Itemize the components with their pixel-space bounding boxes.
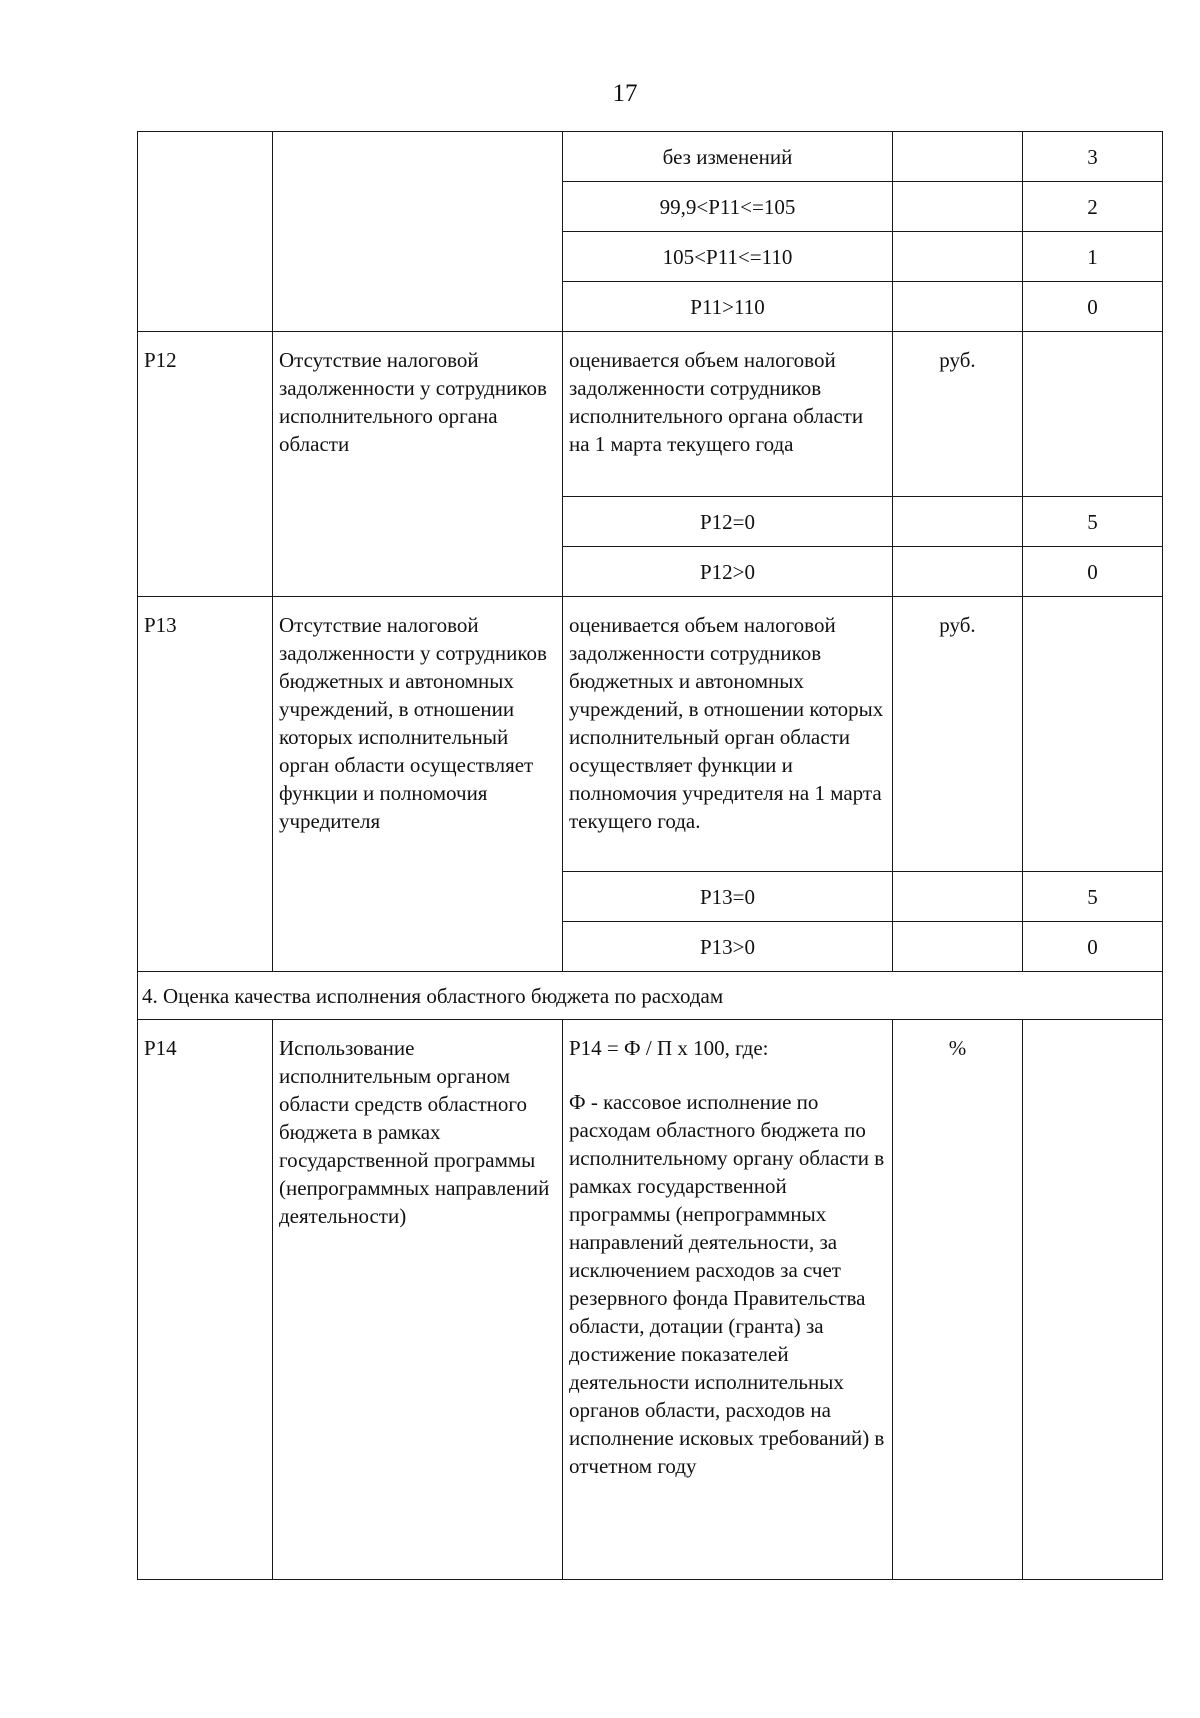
score-cell: 0 xyxy=(1023,922,1163,972)
indicator-name: Отсутствие налоговой задолженности у сотрудников бюджетных и автономных учреждений, в отношении которых исполнительный орган области осуществляет функции и полномочия учредителя xyxy=(273,597,563,972)
score-cell: 5 xyxy=(1023,497,1163,547)
score-cell-empty xyxy=(1023,1020,1163,1580)
unit-cell-empty xyxy=(893,922,1023,972)
unit-cell-empty xyxy=(893,232,1023,282)
condition-cell: P13>0 xyxy=(563,922,893,972)
score-cell: 1 xyxy=(1023,232,1163,282)
condition-cell: P11>110 xyxy=(563,282,893,332)
indicator-unit: руб. xyxy=(893,597,1023,872)
indicator-code: P13 xyxy=(138,597,273,972)
unit-cell-empty xyxy=(893,547,1023,597)
score-cell: 0 xyxy=(1023,547,1163,597)
indicator-unit: % xyxy=(893,1020,1023,1580)
indicator-code: P14 xyxy=(138,1020,273,1580)
table-row xyxy=(138,332,1163,497)
unit-cell-empty xyxy=(893,872,1023,922)
condition-cell: P12=0 xyxy=(563,497,893,547)
section-title: 4. Оценка качества исполнения областного бюджета по расходам xyxy=(138,972,1163,1020)
indicator-formula-detail: Ф - кассовое исполнение по расходам областного бюджета по исполнительному органу области в рамках государственной программы (непрограммных направлений деятельности, за исключением расходов за счет резервного фонда Правительства области, дотации (гранта) за достижение показателей деятельности исполнительных органов области, расходов на исполнение исковых требований) в отчетном году xyxy=(569,1090,885,1478)
indicators-table xyxy=(137,131,1163,1580)
condition-cell: без изменений xyxy=(563,132,893,182)
score-cell-empty xyxy=(1023,597,1163,872)
condition-cell: 105<P11<=110 xyxy=(563,232,893,282)
table-row xyxy=(138,597,1163,872)
unit-cell-empty xyxy=(893,182,1023,232)
indicator-name: Использование исполнительным органом области средств областного бюджета в рамках государственной программы (непрограммных направлений деятельности) xyxy=(273,1020,563,1580)
condition-cell: P12>0 xyxy=(563,547,893,597)
indicator-description: оценивается объем налоговой задолженности сотрудников бюджетных и автономных учреждений, в отношении которых исполнительный орган области осуществляет функции и полномочия учредителя на 1 марта текущего года. xyxy=(563,597,893,872)
table-row xyxy=(138,1020,1163,1580)
indicator-formula: P14 = Ф / П x 100, где: xyxy=(569,1036,769,1060)
page-number: 17 xyxy=(612,80,638,107)
table-row xyxy=(138,132,1163,182)
score-cell-empty xyxy=(1023,332,1163,497)
score-cell: 3 xyxy=(1023,132,1163,182)
table-row xyxy=(138,972,1163,1020)
score-cell: 5 xyxy=(1023,872,1163,922)
indicator-code: P12 xyxy=(138,332,273,597)
indicator-unit: руб. xyxy=(893,332,1023,497)
unit-cell-empty xyxy=(893,132,1023,182)
unit-cell-empty xyxy=(893,497,1023,547)
name-cell-empty xyxy=(273,132,563,332)
indicator-description: оценивается объем налоговой задолженности сотрудников исполнительного органа области на 1 марта текущего года xyxy=(563,332,893,497)
condition-cell: 99,9<P11<=105 xyxy=(563,182,893,232)
indicator-formula-cell xyxy=(563,1020,893,1580)
unit-cell-empty xyxy=(893,282,1023,332)
condition-cell: P13=0 xyxy=(563,872,893,922)
indicator-name: Отсутствие налоговой задолженности у сотрудников исполнительного органа области xyxy=(273,332,563,597)
score-cell: 0 xyxy=(1023,282,1163,332)
code-cell-empty xyxy=(138,132,273,332)
score-cell: 2 xyxy=(1023,182,1163,232)
